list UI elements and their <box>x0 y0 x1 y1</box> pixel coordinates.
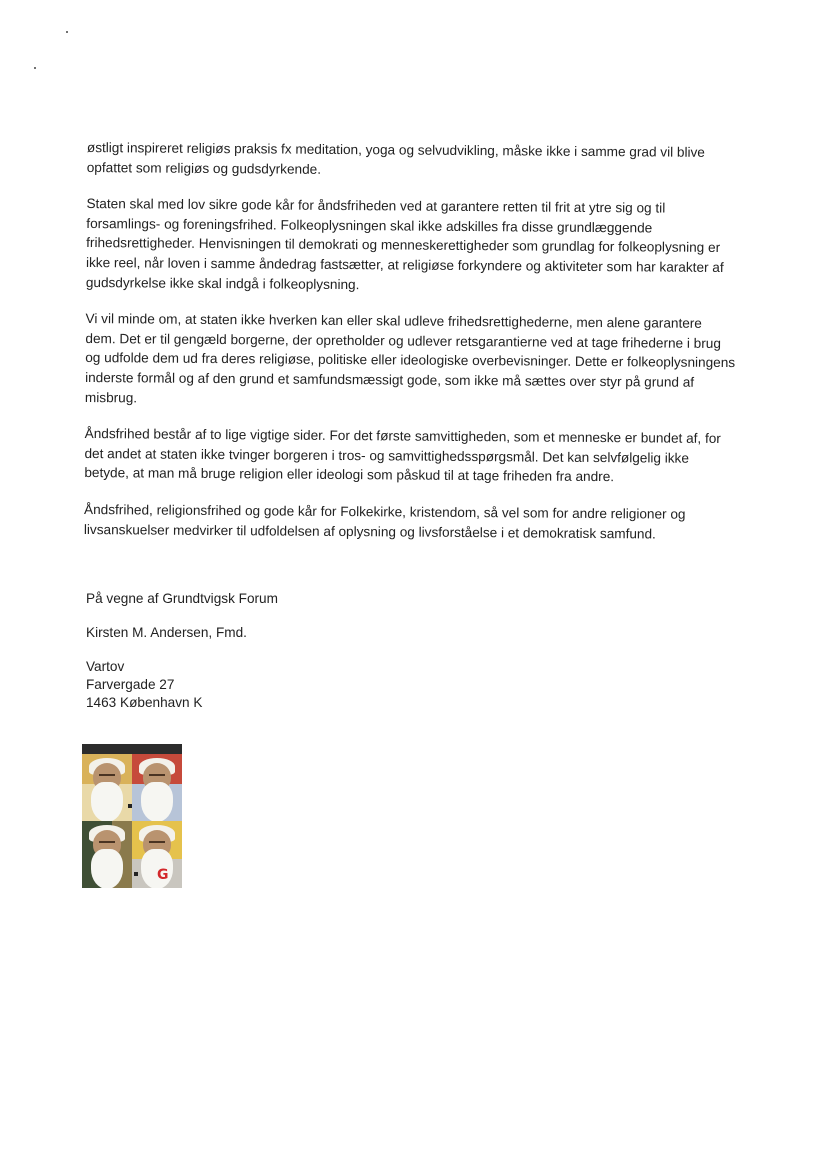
paragraph: Åndsfrihed, religionsfrihed og gode kår for Folkekirke, kristendom, så vel som for andre religioner og livsanskuelser medvirker til udfoldelsen af oplysning og livsforståelse i et demokratisk samfund. <box>83 501 686 541</box>
portrait-beard <box>91 849 123 888</box>
address <box>86 658 278 712</box>
logo-dot <box>134 872 138 876</box>
address-line: Farvergade 27 <box>86 677 175 692</box>
portrait-eyes <box>99 841 115 846</box>
portrait-beard <box>141 782 173 821</box>
grundtvig-logo <box>82 744 182 888</box>
address-line: Vartov <box>86 659 125 674</box>
scan-speck <box>34 67 36 69</box>
portrait-eyes <box>149 841 165 846</box>
portrait-eyes <box>149 774 165 779</box>
signature-block <box>86 590 278 728</box>
paragraph: Åndsfrihed består af to lige vigtige sider. For det første samvittigheden, som et menneske er bundet af, for det andet at staten ikke tvinger borgeren i tros- og samvittighedsspørgsmål. Det kan selvfølgelig ikke betyde, at man må bruge religion eller ideologi som påskud til at tage friheden fra andre. <box>84 426 721 485</box>
portrait-panel <box>82 821 132 888</box>
portrait-eyes <box>99 774 115 779</box>
letter-body <box>84 138 737 561</box>
logo-strip <box>82 744 182 754</box>
paragraph: østligt inspireret religiøs praksis fx meditation, yoga og selvudvikling, måske ikke i samme grad vil blive opfattet som religiøs og gudsdyrkende. <box>86 139 705 177</box>
scan-speck <box>66 31 68 33</box>
portrait-beard <box>91 782 123 821</box>
paragraph: Staten skal med lov sikre gode kår for åndsfriheden ved at garantere retten til frit at ytre sig og til forsamlings- og foreningsfrihed. Folkeoplysningen skal ikke adskilles fra disse grundlæggende frihedsrettigheder. Henvisningen til demokrati og menneskerettigheder som grundlag for folkeoplysning er ikke reel, når loven i samme åndedrag fastsætter, at religiøse forkyndere og aktiviteter som har karakter af gudsdyrkelse ikke skal indgå i folkeoplysning. <box>85 196 724 292</box>
on-behalf-line: På vegne af Grundtvigsk Forum <box>86 591 278 606</box>
paragraph: Vi vil minde om, at staten ikke hverken kan eller skal udleve frihedsrettighederne, men alene garantere dem. Det er til gengæld borgerne, der opretholder og udlever retsgarantierne ved at tage frihederne i brug og udfolde dem ud fra deres religiøse, politiske eller ideologiske overbevisninger. Dette er folkeoplysningens inderste formål og af den grund et samfundsmæssigt gode, som ikke må sættes over styr på grund af misbrug. <box>84 311 736 405</box>
logo-dot <box>128 804 132 808</box>
portrait-panel <box>82 754 132 821</box>
logo-letter-g: G <box>157 867 169 883</box>
signer-name: Kirsten M. Andersen, Fmd. <box>86 625 247 640</box>
address-line: 1463 København K <box>86 695 203 710</box>
portrait-panel <box>132 754 182 821</box>
